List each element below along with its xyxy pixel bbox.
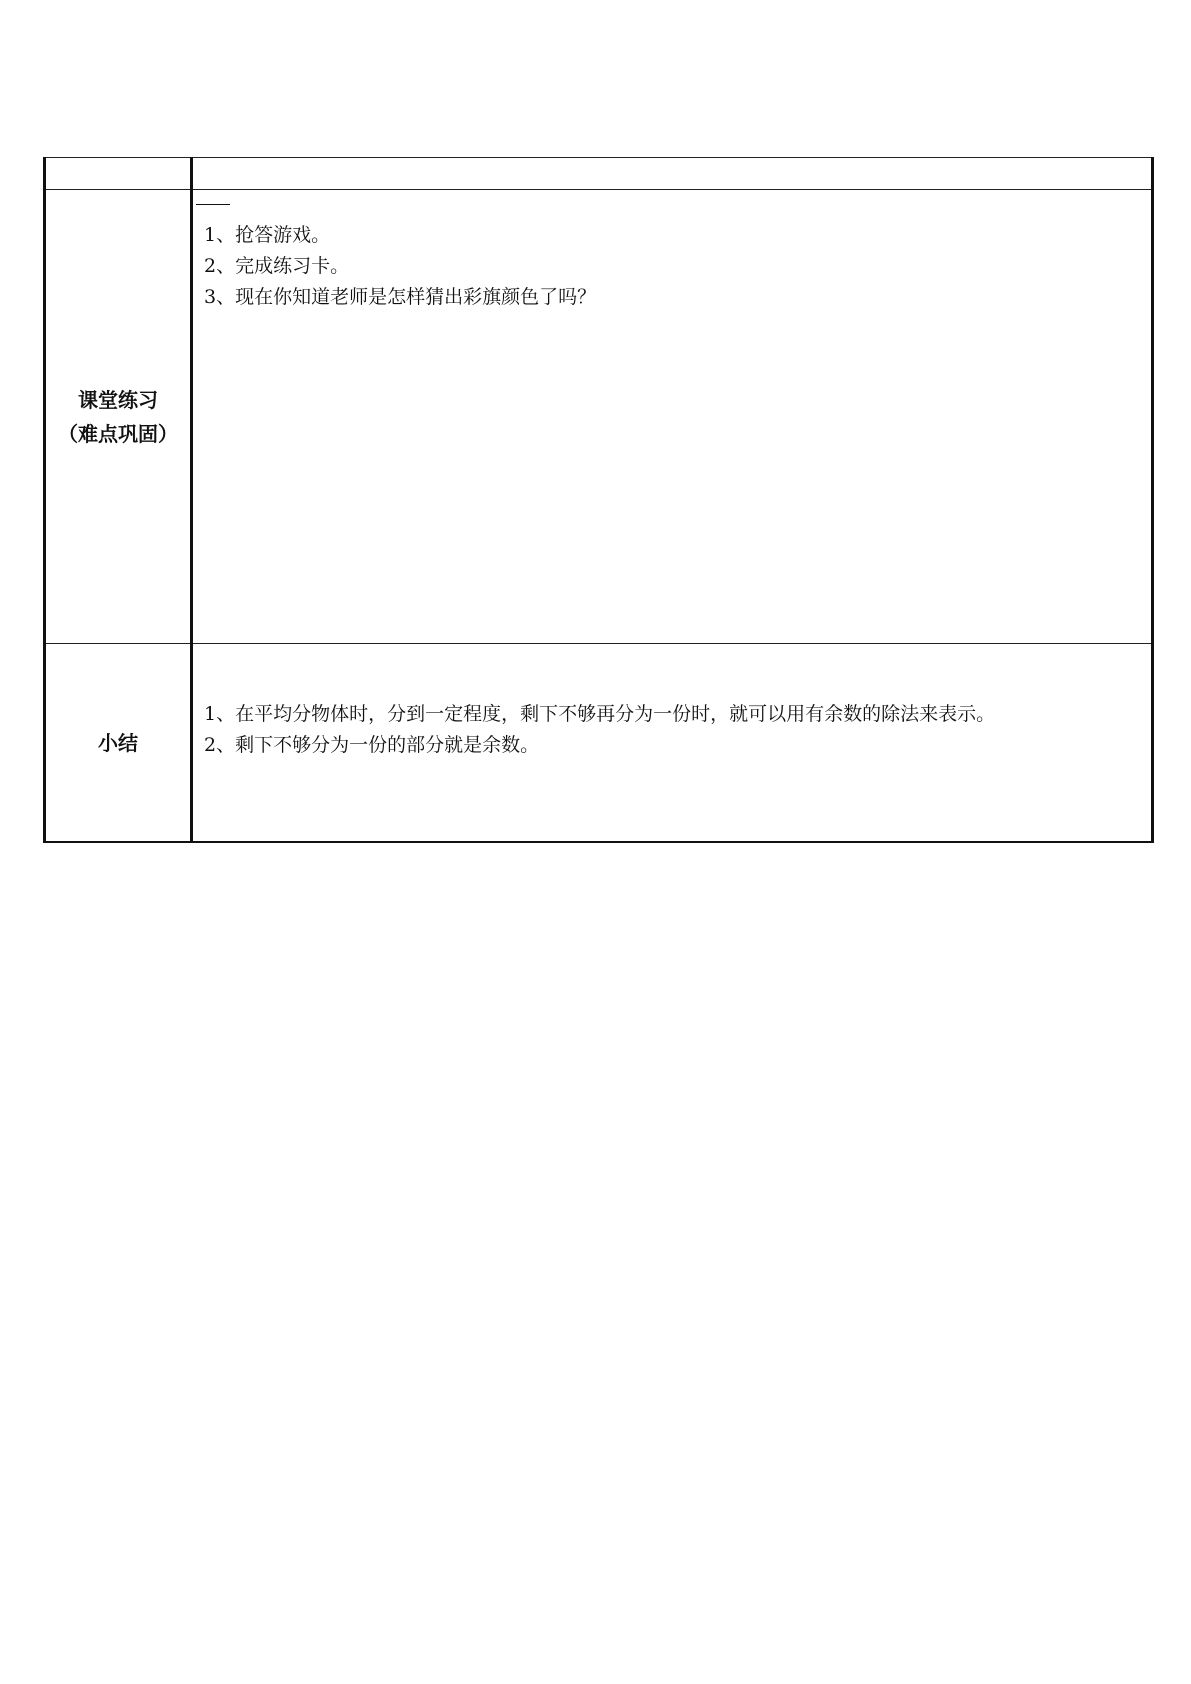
practice-item-2: 2、完成练习卡。 <box>204 255 350 277</box>
practice-sublabel: （难点巩固） <box>58 421 178 446</box>
table-header-row <box>45 158 1153 190</box>
summary-row <box>45 644 1153 843</box>
practice-content-cell <box>192 190 1153 644</box>
header-label-cell <box>45 158 192 190</box>
practice-label-cell <box>45 190 192 644</box>
practice-row <box>45 190 1153 644</box>
practice-item-3: 3、现在你知道老师是怎样猜出彩旗颜色了吗？ <box>204 286 597 308</box>
short-rule-divider <box>196 204 230 205</box>
summary-item-1: 1、在平均分物体时，分到一定程度，剩下不够再分为一份时，就可以用有余数的除法来表示。 <box>204 703 996 725</box>
summary-list <box>204 699 995 761</box>
header-content-cell <box>192 158 1153 190</box>
summary-content-cell <box>192 644 1153 843</box>
summary-item-2: 2、剩下不够分为一份的部分就是余数。 <box>204 734 540 756</box>
practice-label: 课堂练习 <box>78 387 158 412</box>
summary-label: 小结 <box>98 730 138 755</box>
lesson-plan-table <box>43 157 1154 843</box>
practice-item-1: 1、抢答游戏。 <box>204 224 331 246</box>
summary-label-cell <box>45 644 192 843</box>
practice-list <box>204 220 596 313</box>
